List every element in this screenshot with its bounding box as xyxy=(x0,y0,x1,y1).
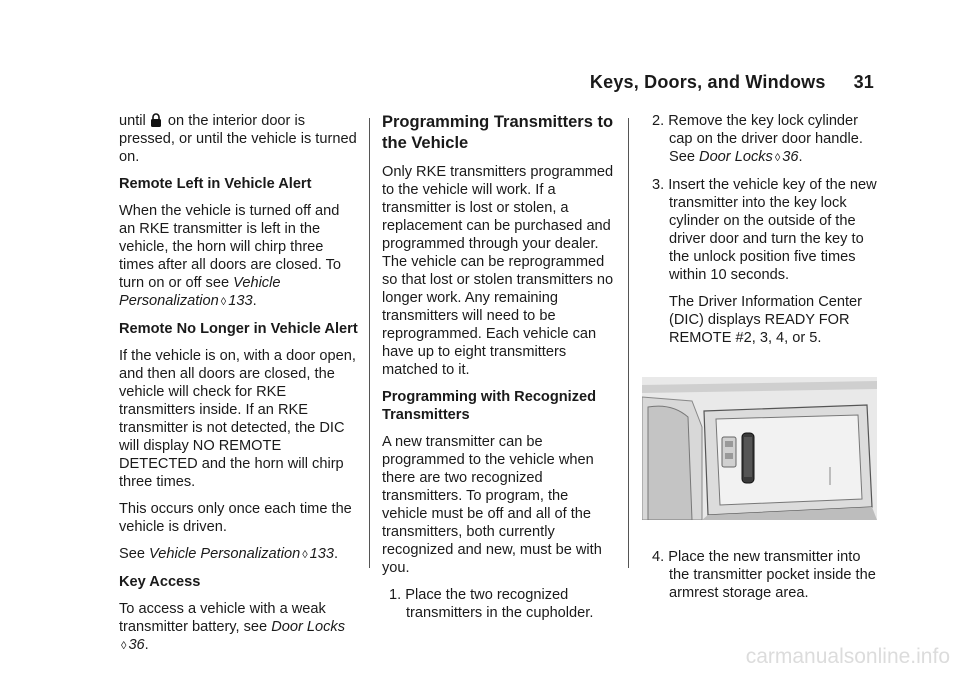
page-ref-icon: ◊ xyxy=(220,296,227,308)
page-ref[interactable]: 133 xyxy=(228,293,253,309)
page-ref-icon: ◊ xyxy=(302,549,308,561)
page-number: 31 xyxy=(853,72,874,92)
list-item: 3. Insert the vehicle key of the new transmitter into the key lock cylinder on the outside of the driver door and turn the key to the unlock position five times within 10 seconds. xyxy=(652,177,877,283)
paragraph xyxy=(119,112,359,166)
paragraph: If the vehicle is on, with a door open, and then all doors are closed, the vehicle will check for RKE transmitters inside. If an RKE transmitter is not detected, the DIC will display NO REMOTE DETECTED and the horn will chirp three times. xyxy=(119,348,356,490)
text: on the interior door is pressed, or until the vehicle is turned on. xyxy=(119,113,357,165)
column-3 xyxy=(645,112,877,611)
text: until xyxy=(119,113,146,129)
section-title: Keys, Doors, and Windows xyxy=(589,72,826,92)
paragraph: A new transmitter can be programmed to the vehicle when there are two recognized transmitters. To program, the vehicle must be off and all of the transmitters, both currently recognized and new, must be with you. xyxy=(382,434,602,576)
armrest-illustration xyxy=(642,377,877,520)
cross-reference-link[interactable]: Vehicle Personalization xyxy=(119,275,281,309)
page-ref[interactable]: 36 xyxy=(128,637,145,653)
cross-reference-link[interactable]: Vehicle Personalization xyxy=(149,546,301,562)
watermark: carmanualsonline.info xyxy=(745,645,950,668)
subheading: Remote No Longer in Vehicle Alert xyxy=(119,321,358,337)
paragraph: This occurs only once each time the vehicle is driven. xyxy=(119,501,352,535)
text: 2. Remove the key lock cylinder cap on the driver door handle. See xyxy=(652,113,863,165)
list-item-note: The Driver Information Center (DIC) displays READY FOR REMOTE #2, 3, 4, or 5. xyxy=(669,294,863,346)
armrest-storage-image xyxy=(642,377,877,520)
page-ref[interactable]: 133 xyxy=(309,546,334,562)
text: To access a vehicle with a weak transmitter battery, see xyxy=(119,601,326,635)
list-item: 2. Remove the key lock cylinder cap on the driver door handle. See Door Locks ◊ 36. xyxy=(652,113,863,165)
list-item: 4. Place the new transmitter into the transmitter pocket inside the armrest storage area. xyxy=(652,549,876,601)
page-ref[interactable]: 36 xyxy=(782,149,799,165)
page-ref-icon: ◊ xyxy=(121,640,127,652)
column-divider xyxy=(628,118,629,568)
subheading: Remote Left in Vehicle Alert xyxy=(119,176,312,192)
column-2 xyxy=(382,112,617,631)
cross-reference-link[interactable]: Door Locks xyxy=(271,619,346,635)
text: See xyxy=(119,546,145,562)
page-header xyxy=(590,72,874,93)
column-divider xyxy=(369,118,370,568)
paragraph: See Vehicle Personalization ◊ 133. xyxy=(119,546,339,562)
paragraph: To access a vehicle with a weak transmitter battery, see Door Locks ◊ 36. xyxy=(119,601,346,653)
paragraph: When the vehicle is turned off and an RKE transmitter is left in the vehicle, the horn will chirp three times after all doors are closed. To turn on or off see Vehicle Personalization ◊ 133. xyxy=(119,203,341,309)
page-ref-icon: ◊ xyxy=(774,152,781,164)
paragraph: Only RKE transmitters programmed to the vehicle will work. If a transmitter is lost or stolen, a replacement can be purchased and programmed through your dealer. The vehicle can be reprogrammed so that lost or stolen transmitters no longer work. Any remaining transmitters will need to be reprogrammed. Each vehicle can have up to eight transmitters matched to it. xyxy=(382,164,614,378)
cross-reference-link[interactable]: Door Locks xyxy=(699,149,773,165)
subheading: Programming with Recognized Transmitters xyxy=(382,389,597,423)
lock-icon xyxy=(150,113,162,127)
subheading: Key Access xyxy=(119,574,201,590)
text: When the vehicle is turned off and an RKE transmitter is left in the vehicle, the horn will chirp three times after all doors are closed. To turn on or off see xyxy=(119,203,341,291)
list-item: 1. Place the two recognized transmitters in the cupholder. xyxy=(389,587,594,621)
section-heading: Programming Transmitters to the Vehicle xyxy=(382,113,614,152)
column-1 xyxy=(119,112,359,664)
